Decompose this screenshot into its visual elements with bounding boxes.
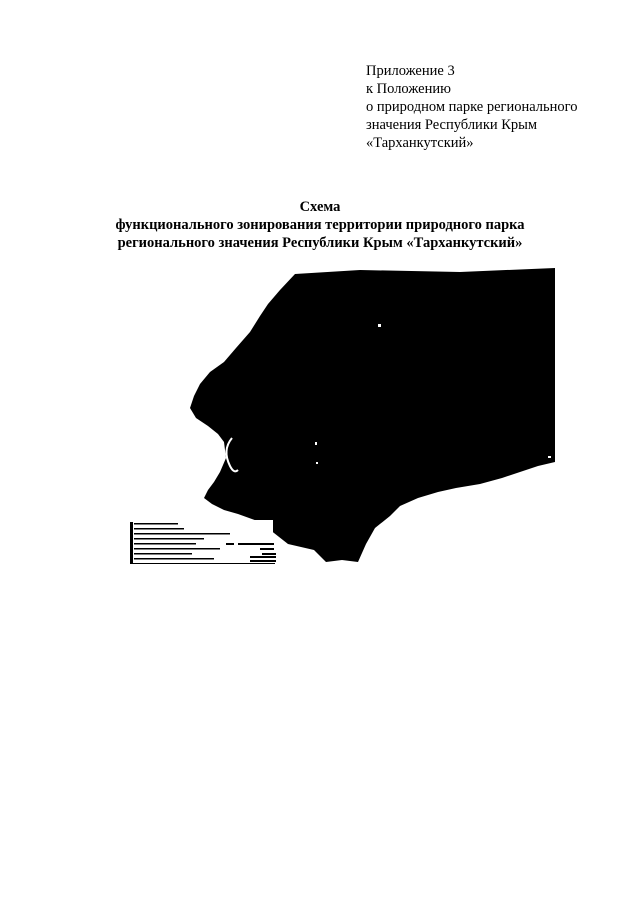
- appendix-line-subject: о природном парке регионального: [366, 99, 578, 115]
- map-speck: [316, 462, 318, 464]
- map-speck: [378, 324, 381, 327]
- scheme-title: [0, 198, 640, 252]
- appendix-line-number: Приложение 3: [366, 63, 455, 79]
- map-speck: [548, 456, 551, 458]
- appendix-header: [366, 62, 626, 152]
- appendix-line-park-name: «Тарханкутский»: [366, 135, 474, 151]
- park-territory-shape: [190, 268, 555, 562]
- appendix-line-region: значения Республики Крым: [366, 117, 538, 133]
- scheme-title-line-2: функционального зонирования территории природного парка: [115, 217, 525, 233]
- zoning-map-image: [120, 260, 560, 570]
- appendix-line-reference: к Положению: [366, 81, 451, 97]
- map-legend: [128, 520, 276, 564]
- scheme-title-heading: Схема: [299, 199, 341, 215]
- map-speck: [315, 442, 317, 445]
- scheme-title-line-3: регионального значения Республики Крым «Тарханкутский»: [117, 235, 523, 251]
